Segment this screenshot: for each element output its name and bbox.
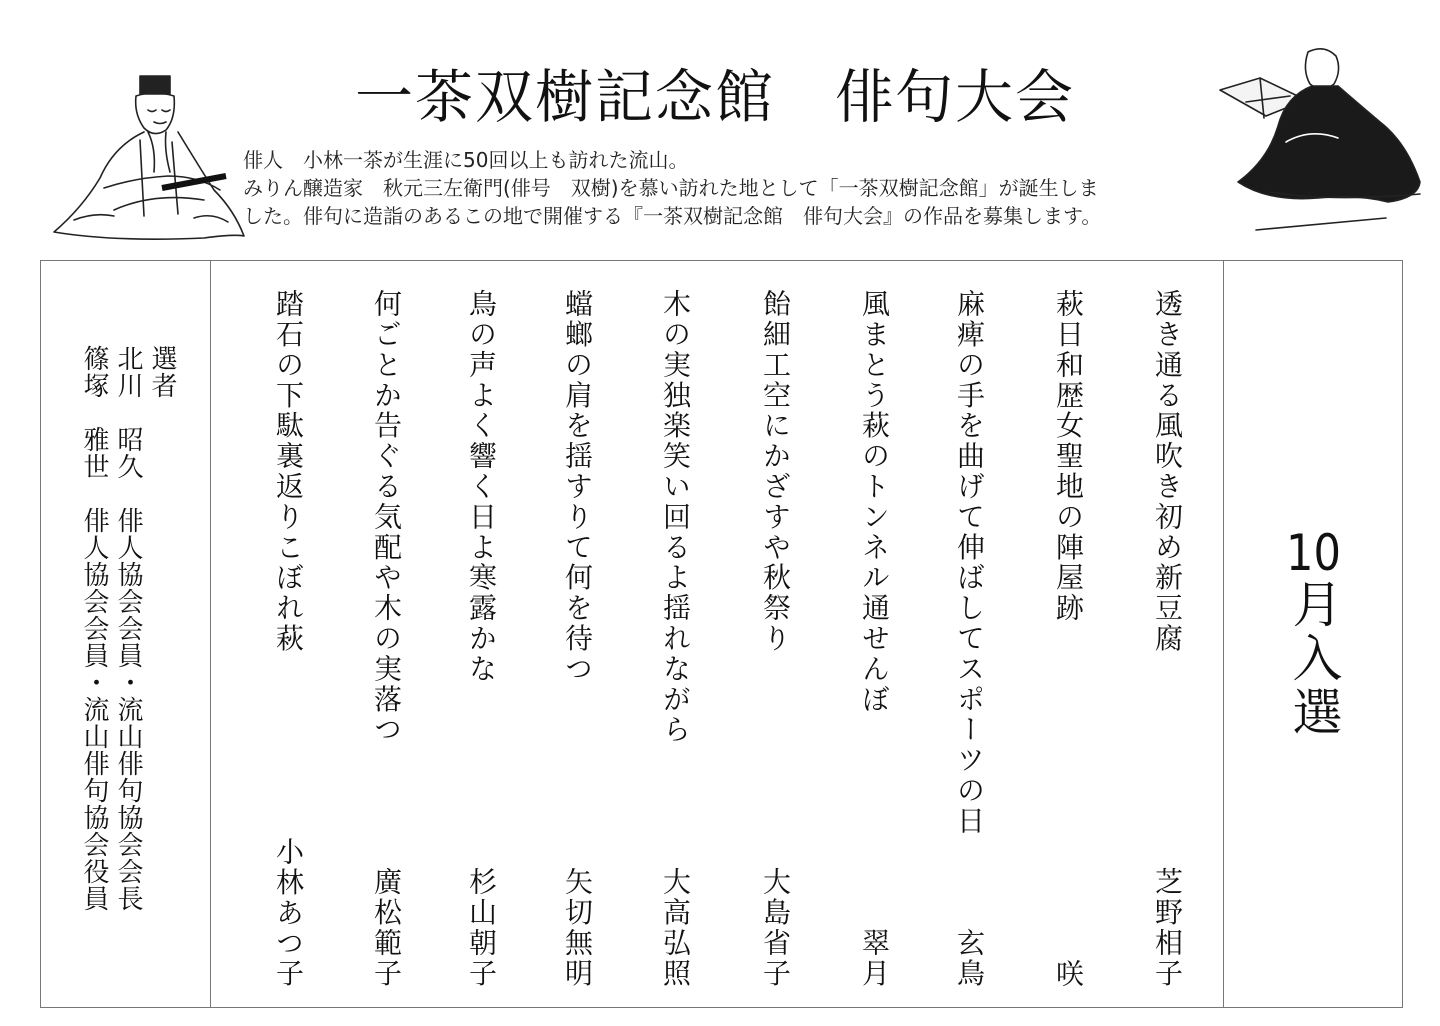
haiku-entry: [557, 289, 597, 989]
judges-heading: 選者: [147, 345, 177, 399]
haiku-author: 芝野相子: [1151, 867, 1184, 989]
month-text: 月入選: [1284, 578, 1343, 740]
haiku-verse: 麻痺の手を曲げて伸ばしてスポーツの日: [953, 289, 986, 837]
haiku-verse: 木の実独楽笑い回るよ揺れながら: [659, 289, 692, 745]
judge-line: 北川 昭久 俳人協会会員・流山俳句協会会長: [113, 345, 143, 912]
haiku-entry: [949, 289, 989, 989]
haiku-author: 玄鳥: [953, 928, 986, 989]
haiku-verse: 踏石の下駄裏返りこぼれ萩: [272, 289, 305, 654]
haiku-verse: 風まとう萩のトンネル通せんぼ: [858, 289, 891, 715]
haiku-entry: [1147, 289, 1187, 989]
page-title: 一茶双樹記念館 俳句大会: [354, 63, 1075, 131]
judges-block: [77, 345, 179, 945]
left-divider: [210, 261, 211, 1007]
haiku-author: 矢切無明: [561, 867, 594, 989]
haiku-author: 翠月: [858, 928, 891, 989]
haiku-author: 大島省子: [759, 867, 792, 989]
haiku-author: 小林あつ子: [272, 837, 305, 989]
haiku-verse: 飴細工空にかざすや秋祭り: [759, 289, 792, 654]
haiku-verse: 鳥の声よく響く日よ寒露かな: [465, 289, 498, 685]
haiku-author: 廣松範子: [370, 867, 403, 989]
haiku-entry: [755, 289, 795, 989]
month-number: 10: [1286, 528, 1341, 578]
haiku-entry: [854, 289, 894, 989]
haiku-author: 大高弘照: [659, 867, 692, 989]
haiku-verse: 透き通る風吹き初め新豆腐: [1151, 289, 1184, 654]
intro-text: [243, 146, 1203, 230]
judge-line: 篠塚 雅世 俳人協会会員・流山俳句協会役員: [79, 345, 109, 912]
soju-portrait-icon: [1216, 42, 1428, 237]
haiku-author: 杉山朝子: [465, 867, 498, 989]
haiku-entry: [366, 289, 406, 989]
entries-frame: [40, 260, 1403, 1008]
intro-line: した。俳句に造詣のあるこの地で開催する『一茶双樹記念館 俳句大会』の作品を募集します。: [243, 204, 1102, 228]
haiku-verse: 蟷螂の肩を揺すりて何を待つ: [561, 289, 594, 685]
haiku-author: 咲: [1052, 958, 1085, 989]
haiku-entry: [461, 289, 501, 989]
intro-line: 俳人 小林一茶が生涯に50回以上も訪れた流山。: [243, 148, 689, 172]
haiku-verse: 萩日和歴女聖地の陣屋跡: [1052, 289, 1085, 624]
haiku-entry: [268, 289, 308, 989]
month-label: [1224, 261, 1403, 1007]
haiku-entry: [1048, 289, 1088, 989]
haiku-verse: 何ごとか告ぐる気配や木の実落つ: [370, 289, 403, 745]
intro-line: みりん醸造家 秋元三左衛門(俳号 双樹)を慕い訪れた地として「一茶双樹記念館」が誕生しま: [243, 176, 1099, 200]
haiku-entry: [655, 289, 695, 989]
issa-portrait-icon: [44, 70, 248, 245]
